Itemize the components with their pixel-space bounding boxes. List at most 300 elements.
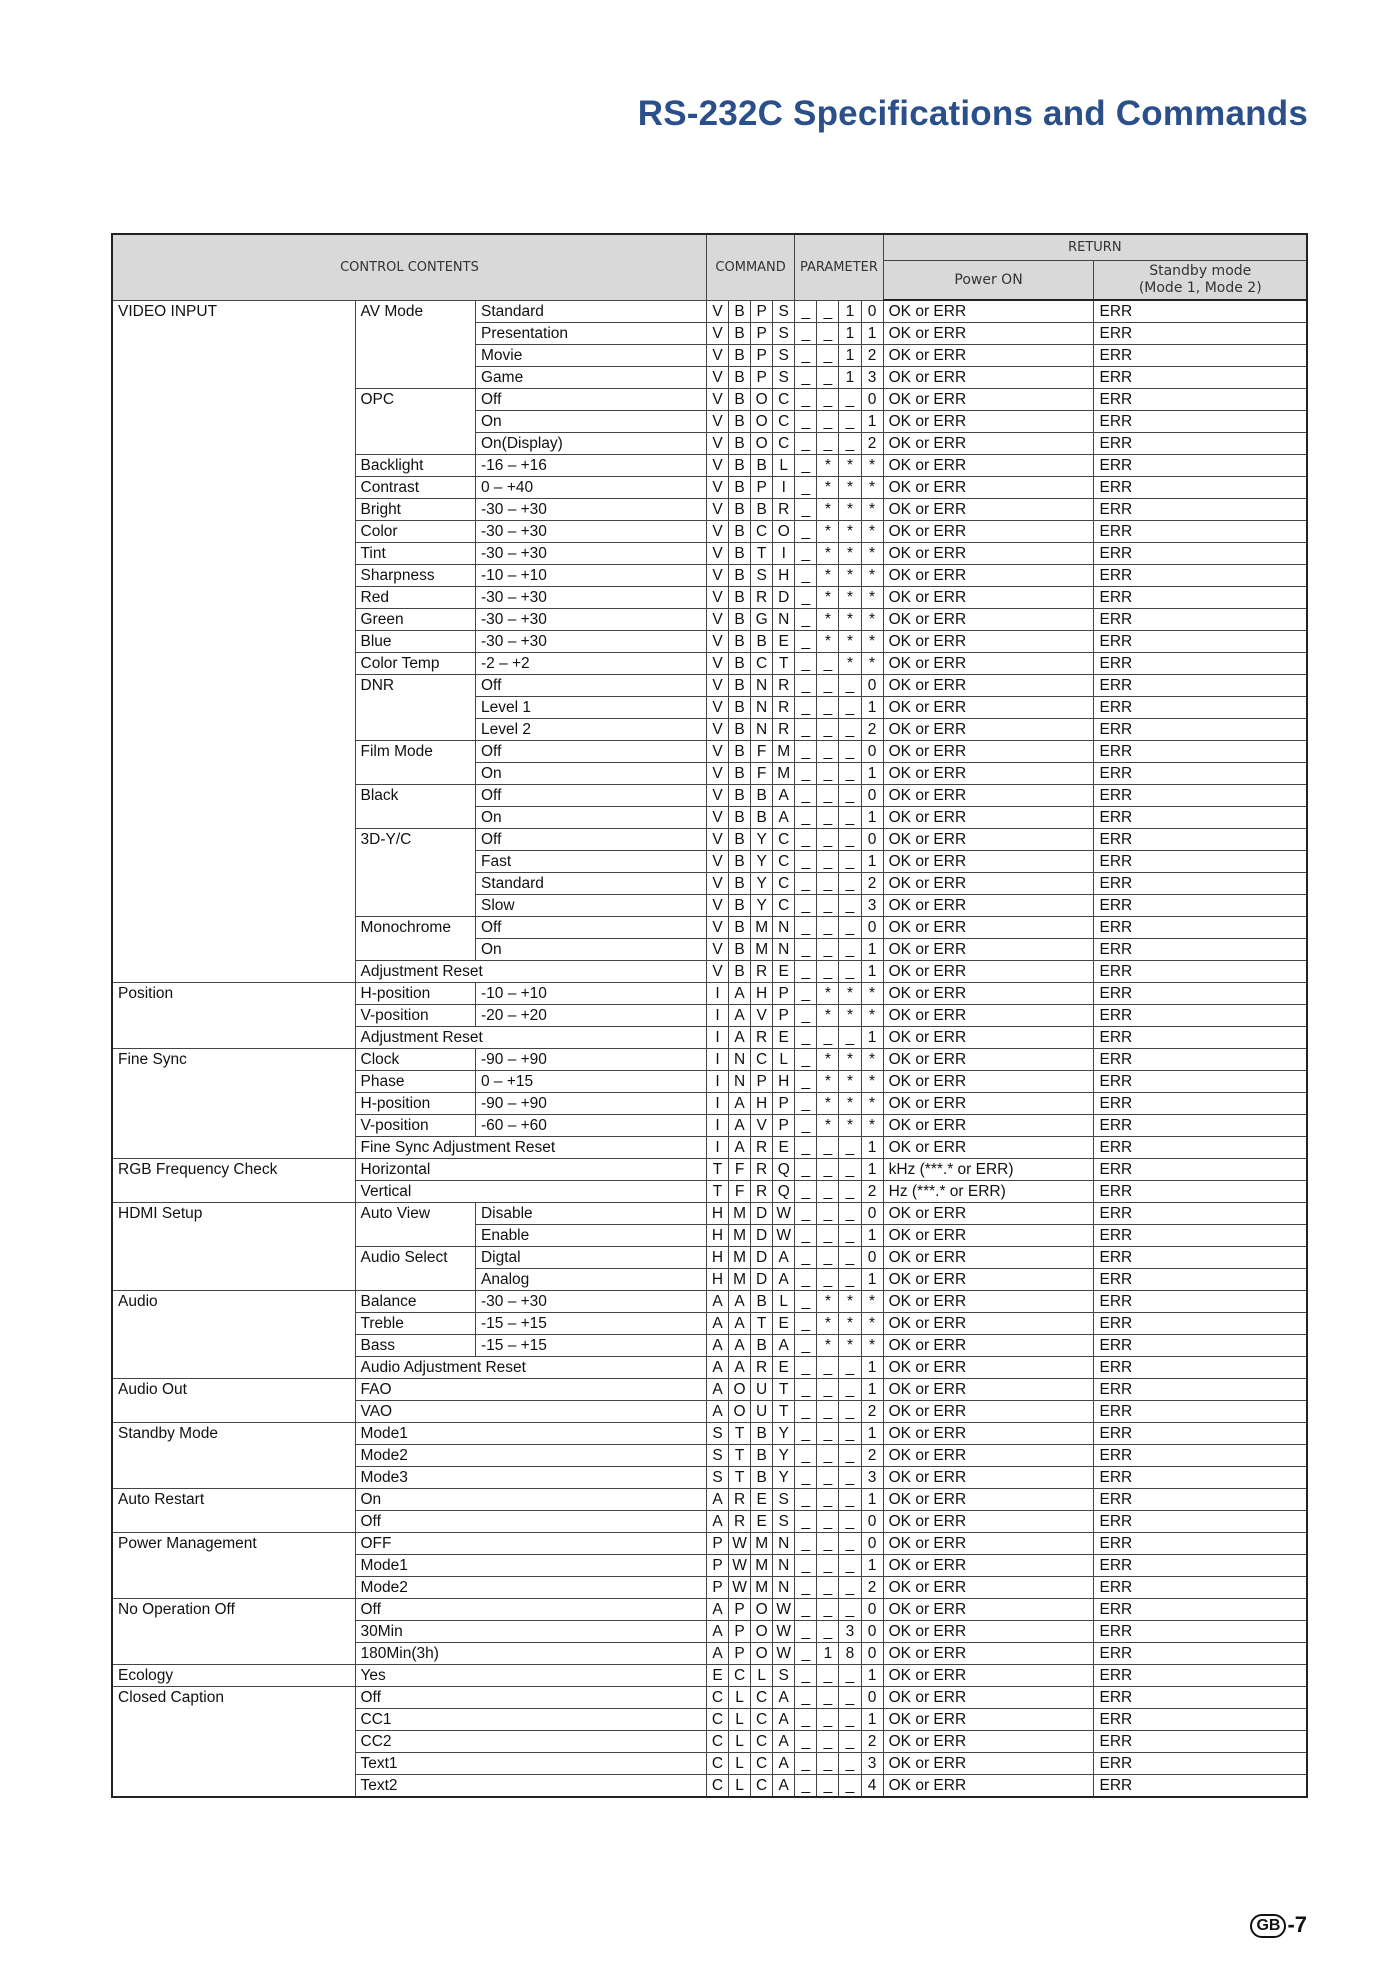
command-char: N — [773, 1577, 795, 1599]
item-cell: Black — [355, 785, 475, 829]
return-standby-cell: ERR — [1094, 895, 1307, 917]
parameter-char: _ — [839, 1511, 861, 1533]
command-char: O — [751, 411, 773, 433]
command-char: V — [706, 939, 728, 961]
return-standby-cell: ERR — [1094, 873, 1307, 895]
return-standby-cell: ERR — [1094, 741, 1307, 763]
command-char: L — [773, 1049, 795, 1071]
parameter-char: * — [861, 455, 883, 477]
return-power-on-cell: OK or ERR — [883, 653, 1094, 675]
return-standby-cell: ERR — [1094, 1137, 1307, 1159]
command-char: W — [773, 1225, 795, 1247]
return-standby-cell: ERR — [1094, 719, 1307, 741]
return-standby-cell: ERR — [1094, 499, 1307, 521]
parameter-char: _ — [795, 477, 817, 499]
item-cell: On — [355, 1489, 706, 1511]
command-char: L — [729, 1753, 751, 1775]
page-number: -7 — [1287, 1912, 1307, 1937]
parameter-char: 1 — [861, 1665, 883, 1687]
command-char: P — [773, 1115, 795, 1137]
command-char: H — [706, 1203, 728, 1225]
command-char: A — [729, 1291, 751, 1313]
return-standby-cell: ERR — [1094, 1709, 1307, 1731]
command-char: E — [773, 961, 795, 983]
parameter-char: _ — [795, 873, 817, 895]
item-cell: 180Min(3h) — [355, 1643, 706, 1665]
command-char: H — [706, 1247, 728, 1269]
return-power-on-cell: OK or ERR — [883, 873, 1094, 895]
parameter-char: * — [861, 631, 883, 653]
command-char: V — [706, 543, 728, 565]
parameter-char: _ — [795, 367, 817, 389]
setting-cell: On(Display) — [475, 433, 706, 455]
parameter-char: _ — [795, 1181, 817, 1203]
command-char: W — [773, 1621, 795, 1643]
parameter-char: 1 — [861, 807, 883, 829]
command-char: S — [773, 345, 795, 367]
region-badge: GB — [1250, 1914, 1286, 1938]
command-char: B — [729, 763, 751, 785]
return-power-on-cell: OK or ERR — [883, 1577, 1094, 1599]
return-power-on-cell: OK or ERR — [883, 1665, 1094, 1687]
item-cell: Phase — [355, 1071, 475, 1093]
item-cell: AV Mode — [355, 300, 475, 389]
command-char: A — [773, 807, 795, 829]
return-power-on-cell: OK or ERR — [883, 1093, 1094, 1115]
parameter-char: * — [839, 565, 861, 587]
parameter-char: _ — [839, 1709, 861, 1731]
parameter-char: _ — [795, 543, 817, 565]
command-char: A — [729, 1313, 751, 1335]
command-char: A — [729, 983, 751, 1005]
parameter-char: _ — [795, 499, 817, 521]
parameter-char: * — [839, 609, 861, 631]
setting-cell: Presentation — [475, 323, 706, 345]
parameter-char: _ — [839, 895, 861, 917]
table-row — [112, 1599, 1307, 1621]
command-char: A — [706, 1489, 728, 1511]
command-char: A — [773, 1269, 795, 1291]
parameter-char: * — [839, 983, 861, 1005]
return-power-on-cell: kHz (***.* or ERR) — [883, 1159, 1094, 1181]
parameter-char: _ — [795, 1423, 817, 1445]
command-char: B — [729, 851, 751, 873]
command-char: B — [729, 807, 751, 829]
parameter-char: _ — [795, 785, 817, 807]
category-cell: Fine Sync — [112, 1049, 355, 1159]
command-char: B — [729, 653, 751, 675]
setting-cell: -30 – +30 — [475, 543, 706, 565]
parameter-char: _ — [795, 411, 817, 433]
parameter-char: _ — [795, 895, 817, 917]
command-char: A — [706, 1313, 728, 1335]
parameter-char: _ — [839, 719, 861, 741]
command-char: R — [773, 499, 795, 521]
command-char: B — [729, 917, 751, 939]
parameter-char: _ — [795, 1159, 817, 1181]
command-char: V — [706, 763, 728, 785]
item-cell: Treble — [355, 1313, 475, 1335]
command-char: C — [773, 873, 795, 895]
item-cell: Horizontal — [355, 1159, 706, 1181]
command-char: B — [729, 433, 751, 455]
return-standby-cell: ERR — [1094, 1115, 1307, 1137]
parameter-char: 1 — [817, 1643, 839, 1665]
table-row — [112, 1687, 1307, 1709]
command-char: C — [773, 411, 795, 433]
item-cell: VAO — [355, 1401, 706, 1423]
return-standby-cell: ERR — [1094, 763, 1307, 785]
return-standby-cell: ERR — [1094, 455, 1307, 477]
command-char: B — [729, 675, 751, 697]
command-char: F — [729, 1181, 751, 1203]
command-char: B — [729, 367, 751, 389]
return-standby-cell: ERR — [1094, 961, 1307, 983]
command-char: N — [773, 609, 795, 631]
command-char: V — [706, 719, 728, 741]
item-cell: Vertical — [355, 1181, 706, 1203]
command-char: M — [729, 1269, 751, 1291]
return-power-on-cell: OK or ERR — [883, 939, 1094, 961]
table-row — [112, 1489, 1307, 1511]
parameter-char: _ — [795, 983, 817, 1005]
parameter-char: * — [817, 1093, 839, 1115]
header-power-on: Power ON — [883, 261, 1094, 301]
item-cell: Auto View — [355, 1203, 475, 1247]
setting-cell: Standard — [475, 300, 706, 323]
command-char: N — [751, 697, 773, 719]
return-standby-cell: ERR — [1094, 1533, 1307, 1555]
return-standby-cell: ERR — [1094, 829, 1307, 851]
parameter-char: _ — [795, 323, 817, 345]
parameter-char: _ — [817, 895, 839, 917]
parameter-char: 0 — [861, 389, 883, 411]
parameter-char: 2 — [861, 1577, 883, 1599]
return-power-on-cell: OK or ERR — [883, 389, 1094, 411]
table-row — [112, 300, 1307, 323]
command-char: V — [706, 411, 728, 433]
parameter-char: _ — [839, 939, 861, 961]
command-char: V — [706, 785, 728, 807]
parameter-char: _ — [839, 1555, 861, 1577]
parameter-char: _ — [795, 1599, 817, 1621]
parameter-char: _ — [795, 1027, 817, 1049]
command-char: S — [706, 1445, 728, 1467]
parameter-char: _ — [817, 1687, 839, 1709]
command-char: N — [751, 719, 773, 741]
parameter-char: _ — [795, 1643, 817, 1665]
setting-cell: Off — [475, 741, 706, 763]
command-char: I — [706, 983, 728, 1005]
parameter-char: 0 — [861, 829, 883, 851]
parameter-char: _ — [817, 1137, 839, 1159]
command-char: M — [751, 917, 773, 939]
parameter-char: _ — [795, 653, 817, 675]
parameter-char: _ — [795, 455, 817, 477]
return-power-on-cell: OK or ERR — [883, 1115, 1094, 1137]
parameter-char: _ — [817, 367, 839, 389]
parameter-char: _ — [817, 785, 839, 807]
parameter-char: _ — [795, 1401, 817, 1423]
parameter-char: _ — [795, 1115, 817, 1137]
parameter-char: * — [839, 1313, 861, 1335]
setting-cell: -16 – +16 — [475, 455, 706, 477]
command-char: E — [773, 1137, 795, 1159]
command-char: T — [729, 1467, 751, 1489]
parameter-char: 1 — [861, 1159, 883, 1181]
command-char: Q — [773, 1159, 795, 1181]
table-row — [112, 983, 1307, 1005]
command-char: A — [729, 1335, 751, 1357]
command-char: R — [729, 1489, 751, 1511]
command-char: F — [729, 1159, 751, 1181]
command-char: T — [706, 1159, 728, 1181]
return-power-on-cell: OK or ERR — [883, 1511, 1094, 1533]
command-char: Y — [751, 873, 773, 895]
parameter-char: 1 — [861, 1423, 883, 1445]
command-char: Y — [773, 1445, 795, 1467]
return-power-on-cell: OK or ERR — [883, 345, 1094, 367]
command-char: H — [773, 565, 795, 587]
command-char: C — [706, 1731, 728, 1753]
parameter-char: 0 — [861, 917, 883, 939]
command-char: C — [751, 1687, 773, 1709]
return-power-on-cell: OK or ERR — [883, 631, 1094, 653]
command-char: B — [729, 631, 751, 653]
parameter-char: _ — [795, 1577, 817, 1599]
item-cell: Adjustment Reset — [355, 1027, 706, 1049]
parameter-char: 1 — [839, 323, 861, 345]
parameter-char: 2 — [861, 433, 883, 455]
parameter-char: 1 — [839, 367, 861, 389]
command-char: B — [729, 323, 751, 345]
command-char: E — [773, 631, 795, 653]
parameter-char: 1 — [839, 300, 861, 323]
parameter-char: _ — [839, 1137, 861, 1159]
command-char: Q — [773, 1181, 795, 1203]
parameter-char: _ — [839, 675, 861, 697]
command-char: B — [751, 1335, 773, 1357]
parameter-char: _ — [817, 1775, 839, 1798]
parameter-char: 2 — [861, 1445, 883, 1467]
return-power-on-cell: OK or ERR — [883, 1467, 1094, 1489]
return-standby-cell: ERR — [1094, 1247, 1307, 1269]
return-power-on-cell: OK or ERR — [883, 741, 1094, 763]
parameter-char: 1 — [861, 1357, 883, 1379]
command-char: S — [773, 323, 795, 345]
header-standby-mode-sub: (Mode 1, Mode 2) — [1138, 280, 1262, 296]
command-char: S — [773, 1489, 795, 1511]
parameter-char: _ — [795, 1071, 817, 1093]
command-char: V — [706, 675, 728, 697]
command-char: B — [729, 345, 751, 367]
setting-cell: Disable — [475, 1203, 706, 1225]
parameter-char: _ — [817, 1665, 839, 1687]
parameter-char: * — [817, 631, 839, 653]
return-power-on-cell: OK or ERR — [883, 521, 1094, 543]
return-standby-cell: ERR — [1094, 1071, 1307, 1093]
command-char: F — [751, 741, 773, 763]
command-char: A — [706, 1357, 728, 1379]
parameter-char: 1 — [861, 1489, 883, 1511]
setting-cell: -90 – +90 — [475, 1049, 706, 1071]
item-cell: Text2 — [355, 1775, 706, 1798]
parameter-char: _ — [795, 345, 817, 367]
command-char: E — [706, 1665, 728, 1687]
command-char: B — [751, 1467, 773, 1489]
return-standby-cell: ERR — [1094, 1049, 1307, 1071]
command-char: B — [751, 1423, 773, 1445]
command-char: P — [751, 345, 773, 367]
item-cell: Blue — [355, 631, 475, 653]
command-char: V — [706, 455, 728, 477]
command-char: Y — [751, 895, 773, 917]
item-cell: Backlight — [355, 455, 475, 477]
setting-cell: -30 – +30 — [475, 609, 706, 631]
parameter-char: _ — [839, 763, 861, 785]
command-char: V — [706, 587, 728, 609]
command-char: R — [751, 1181, 773, 1203]
return-standby-cell: ERR — [1094, 300, 1307, 323]
command-char: B — [729, 411, 751, 433]
command-char: A — [729, 1115, 751, 1137]
command-char: B — [751, 1291, 773, 1313]
item-cell: Film Mode — [355, 741, 475, 785]
parameter-char: 3 — [861, 367, 883, 389]
parameter-char: _ — [817, 741, 839, 763]
command-char: A — [729, 1357, 751, 1379]
parameter-char: * — [817, 455, 839, 477]
parameter-char: 1 — [861, 1027, 883, 1049]
parameter-char: * — [817, 1005, 839, 1027]
command-char: V — [706, 741, 728, 763]
parameter-char: 2 — [861, 1731, 883, 1753]
command-char: T — [773, 653, 795, 675]
parameter-char: _ — [795, 1775, 817, 1798]
setting-cell: -60 – +60 — [475, 1115, 706, 1137]
table-row — [112, 1291, 1307, 1313]
return-power-on-cell: OK or ERR — [883, 587, 1094, 609]
setting-cell: -30 – +30 — [475, 499, 706, 521]
return-standby-cell: ERR — [1094, 1291, 1307, 1313]
parameter-char: _ — [817, 1401, 839, 1423]
return-standby-cell: ERR — [1094, 367, 1307, 389]
command-char: I — [706, 1049, 728, 1071]
command-char: C — [706, 1709, 728, 1731]
parameter-char: * — [817, 521, 839, 543]
parameter-char: _ — [795, 741, 817, 763]
parameter-char: 1 — [839, 345, 861, 367]
parameter-char: _ — [817, 829, 839, 851]
return-power-on-cell: OK or ERR — [883, 785, 1094, 807]
item-cell: Tint — [355, 543, 475, 565]
command-char: V — [706, 499, 728, 521]
setting-cell: Analog — [475, 1269, 706, 1291]
return-power-on-cell: OK or ERR — [883, 1269, 1094, 1291]
command-char: U — [751, 1379, 773, 1401]
parameter-char: * — [839, 543, 861, 565]
category-cell: Ecology — [112, 1665, 355, 1687]
command-char: I — [706, 1115, 728, 1137]
parameter-char: _ — [817, 961, 839, 983]
command-char: L — [729, 1731, 751, 1753]
parameter-char: _ — [839, 917, 861, 939]
parameter-char: _ — [839, 1027, 861, 1049]
item-cell: Off — [355, 1511, 706, 1533]
return-standby-cell: ERR — [1094, 939, 1307, 961]
return-power-on-cell: Hz (***.* or ERR) — [883, 1181, 1094, 1203]
parameter-char: _ — [839, 433, 861, 455]
return-standby-cell: ERR — [1094, 675, 1307, 697]
parameter-char: _ — [817, 389, 839, 411]
command-char: B — [729, 587, 751, 609]
command-char: B — [729, 741, 751, 763]
parameter-char: _ — [795, 1467, 817, 1489]
return-power-on-cell: OK or ERR — [883, 961, 1094, 983]
parameter-char: _ — [817, 873, 839, 895]
return-power-on-cell: OK or ERR — [883, 1621, 1094, 1643]
parameter-char: _ — [795, 1665, 817, 1687]
parameter-char: * — [839, 587, 861, 609]
command-char: E — [773, 1357, 795, 1379]
item-cell: Balance — [355, 1291, 475, 1313]
command-char: H — [751, 983, 773, 1005]
command-char: C — [773, 829, 795, 851]
command-char: C — [751, 653, 773, 675]
command-char: A — [706, 1511, 728, 1533]
item-cell: Red — [355, 587, 475, 609]
command-char: C — [751, 1049, 773, 1071]
command-char: D — [751, 1203, 773, 1225]
parameter-char: _ — [839, 1445, 861, 1467]
return-power-on-cell: OK or ERR — [883, 983, 1094, 1005]
table-row — [112, 1423, 1307, 1445]
category-cell: Power Management — [112, 1533, 355, 1599]
category-cell: Closed Caption — [112, 1687, 355, 1798]
return-standby-cell: ERR — [1094, 1401, 1307, 1423]
return-standby-cell: ERR — [1094, 631, 1307, 653]
command-char: T — [751, 1313, 773, 1335]
setting-cell: Game — [475, 367, 706, 389]
return-standby-cell: ERR — [1094, 1225, 1307, 1247]
parameter-char: * — [839, 477, 861, 499]
command-char: L — [729, 1709, 751, 1731]
command-char: R — [773, 719, 795, 741]
return-power-on-cell: OK or ERR — [883, 1005, 1094, 1027]
parameter-char: _ — [839, 1379, 861, 1401]
command-char: A — [729, 1093, 751, 1115]
parameter-char: 1 — [861, 1225, 883, 1247]
command-char: H — [751, 1093, 773, 1115]
item-cell: Fine Sync Adjustment Reset — [355, 1137, 706, 1159]
command-char: A — [706, 1643, 728, 1665]
parameter-char: _ — [817, 1753, 839, 1775]
command-char: B — [729, 521, 751, 543]
item-cell: Monochrome — [355, 917, 475, 961]
return-power-on-cell: OK or ERR — [883, 565, 1094, 587]
return-standby-cell: ERR — [1094, 521, 1307, 543]
command-char: S — [773, 367, 795, 389]
command-char: W — [773, 1203, 795, 1225]
setting-cell: -10 – +10 — [475, 983, 706, 1005]
category-cell: Standby Mode — [112, 1423, 355, 1489]
command-char: B — [729, 543, 751, 565]
parameter-char: _ — [817, 411, 839, 433]
command-char: B — [729, 565, 751, 587]
parameter-char: 1 — [861, 961, 883, 983]
return-standby-cell: ERR — [1094, 389, 1307, 411]
return-power-on-cell: OK or ERR — [883, 763, 1094, 785]
